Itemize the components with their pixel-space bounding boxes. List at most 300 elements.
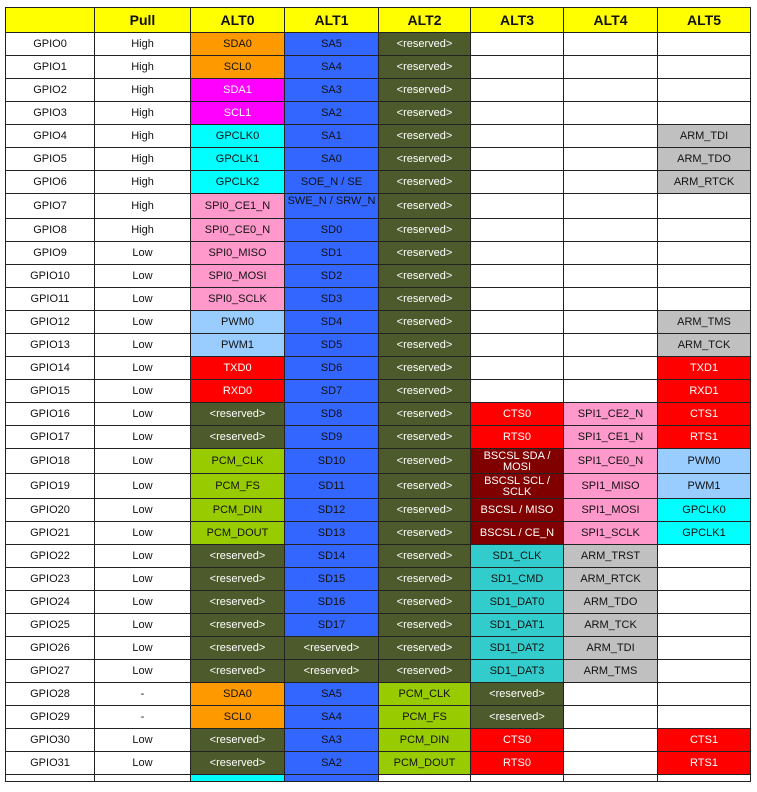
- alt4-cell: ARM_RTCK: [564, 568, 658, 591]
- alt3-cell: [471, 125, 564, 148]
- alt1-cell: <reserved>: [285, 637, 379, 660]
- alt3-cell: [471, 311, 564, 334]
- gpio-name-cell: GPIO14: [6, 357, 95, 380]
- table-row: [6, 614, 751, 637]
- gpio-name-cell: GPIO1: [6, 56, 95, 79]
- alt5-cell: RXD1: [658, 380, 751, 403]
- table-row: [6, 357, 751, 380]
- gpio-name-cell: GPIO20: [6, 499, 95, 522]
- alt5-cell: [658, 288, 751, 311]
- gpio-name-cell: GPIO25: [6, 614, 95, 637]
- partial-table-row: [6, 775, 751, 782]
- alt3-cell: <reserved>: [471, 706, 564, 729]
- alt4-cell: [564, 288, 658, 311]
- pull-cell: Low: [95, 403, 191, 426]
- alt3-cell: SD1_CLK: [471, 545, 564, 568]
- alt5-cell: RTS1: [658, 426, 751, 449]
- table-row: [6, 219, 751, 242]
- alt2-cell: PCM_FS: [379, 706, 471, 729]
- alt0-cell: <reserved>: [191, 637, 285, 660]
- alt5-cell: ARM_TDI: [658, 125, 751, 148]
- alt1-cell: SD16: [285, 591, 379, 614]
- alt4-cell: SPI1_SCLK: [564, 522, 658, 545]
- alt0-cell: SPI0_MOSI: [191, 265, 285, 288]
- alt3-cell: [471, 102, 564, 125]
- table-row: [6, 522, 751, 545]
- gpio-name-cell: GPIO29: [6, 706, 95, 729]
- header-alt1: ALT1: [285, 8, 379, 33]
- alt3-cell: SD1_CMD: [471, 568, 564, 591]
- alt0-cell: GPCLK2: [191, 171, 285, 194]
- alt0-cell: PCM_DOUT: [191, 522, 285, 545]
- alt5-cell: [658, 568, 751, 591]
- alt1-cell: SA2: [285, 102, 379, 125]
- table-row: [6, 568, 751, 591]
- alt0-cell: SCL1: [191, 102, 285, 125]
- header-alt3: ALT3: [471, 8, 564, 33]
- partial-cell: [95, 775, 191, 782]
- alt5-cell: GPCLK0: [658, 499, 751, 522]
- pull-cell: Low: [95, 591, 191, 614]
- alt0-cell: PCM_CLK: [191, 449, 285, 474]
- alt2-cell: <reserved>: [379, 288, 471, 311]
- alt1-cell: SA4: [285, 56, 379, 79]
- alt2-cell: <reserved>: [379, 265, 471, 288]
- alt5-cell: CTS1: [658, 403, 751, 426]
- alt5-cell: [658, 33, 751, 56]
- alt0-cell: <reserved>: [191, 660, 285, 683]
- table-row: [6, 729, 751, 752]
- table-row: [6, 79, 751, 102]
- partial-cell: [658, 775, 751, 782]
- alt0-cell: <reserved>: [191, 426, 285, 449]
- pull-cell: Low: [95, 380, 191, 403]
- alt5-cell: [658, 660, 751, 683]
- alt3-cell: CTS0: [471, 729, 564, 752]
- alt3-cell: [471, 219, 564, 242]
- pull-cell: Low: [95, 265, 191, 288]
- alt3-cell: [471, 242, 564, 265]
- alt0-cell: PCM_DIN: [191, 499, 285, 522]
- alt2-cell: <reserved>: [379, 568, 471, 591]
- gpio-name-cell: GPIO15: [6, 380, 95, 403]
- table-row: [6, 194, 751, 219]
- table-row: [6, 148, 751, 171]
- alt3-cell: [471, 56, 564, 79]
- alt2-cell: <reserved>: [379, 591, 471, 614]
- alt0-cell: <reserved>: [191, 614, 285, 637]
- gpio-name-cell: GPIO26: [6, 637, 95, 660]
- alt4-cell: [564, 311, 658, 334]
- alt1-cell: SA3: [285, 729, 379, 752]
- alt3-cell: SD1_DAT1: [471, 614, 564, 637]
- alt3-cell: [471, 33, 564, 56]
- gpio-name-cell: GPIO11: [6, 288, 95, 311]
- alt3-cell: [471, 288, 564, 311]
- pull-cell: Low: [95, 614, 191, 637]
- alt1-cell: SA0: [285, 148, 379, 171]
- gpio-name-cell: GPIO13: [6, 334, 95, 357]
- alt2-cell: <reserved>: [379, 474, 471, 499]
- alt3-cell: [471, 79, 564, 102]
- partial-cell: [564, 775, 658, 782]
- alt5-cell: ARM_TDO: [658, 148, 751, 171]
- alt1-cell: SA5: [285, 683, 379, 706]
- alt4-cell: SPI1_MOSI: [564, 499, 658, 522]
- table-row: [6, 242, 751, 265]
- alt5-cell: [658, 194, 751, 219]
- alt4-cell: [564, 242, 658, 265]
- alt4-cell: [564, 79, 658, 102]
- alt1-cell: SOE_N / SE: [285, 171, 379, 194]
- alt0-cell: PWM0: [191, 311, 285, 334]
- alt0-cell: PCM_FS: [191, 474, 285, 499]
- pull-cell: Low: [95, 474, 191, 499]
- table-row: [6, 449, 751, 474]
- alt4-cell: ARM_TMS: [564, 660, 658, 683]
- alt5-cell: CTS1: [658, 729, 751, 752]
- header-row: [6, 8, 751, 33]
- gpio-name-cell: GPIO0: [6, 33, 95, 56]
- alt1-cell: SD5: [285, 334, 379, 357]
- pull-cell: Low: [95, 752, 191, 775]
- pull-cell: Low: [95, 288, 191, 311]
- gpio-name-cell: GPIO16: [6, 403, 95, 426]
- table-row: [6, 380, 751, 403]
- header-pull: Pull: [95, 8, 191, 33]
- table-row: [6, 102, 751, 125]
- alt0-cell: PWM1: [191, 334, 285, 357]
- alt2-cell: <reserved>: [379, 33, 471, 56]
- alt5-cell: [658, 219, 751, 242]
- alt0-cell: SPI0_MISO: [191, 242, 285, 265]
- table-row: [6, 637, 751, 660]
- gpio-name-cell: GPIO31: [6, 752, 95, 775]
- table-row: [6, 311, 751, 334]
- alt4-cell: [564, 334, 658, 357]
- alt3-cell: [471, 265, 564, 288]
- alt5-cell: [658, 56, 751, 79]
- gpio-name-cell: GPIO21: [6, 522, 95, 545]
- alt0-cell: SDA1: [191, 79, 285, 102]
- alt3-cell: RTS0: [471, 426, 564, 449]
- pull-cell: -: [95, 706, 191, 729]
- alt2-cell: <reserved>: [379, 499, 471, 522]
- alt1-cell: SD12: [285, 499, 379, 522]
- pull-cell: High: [95, 125, 191, 148]
- alt5-cell: [658, 614, 751, 637]
- header-alt4: ALT4: [564, 8, 658, 33]
- header-alt2: ALT2: [379, 8, 471, 33]
- alt2-cell: <reserved>: [379, 660, 471, 683]
- gpio-name-cell: GPIO18: [6, 449, 95, 474]
- alt4-cell: [564, 683, 658, 706]
- alt4-cell: [564, 357, 658, 380]
- alt1-cell: SD6: [285, 357, 379, 380]
- header-alt0: ALT0: [191, 8, 285, 33]
- alt4-cell: [564, 102, 658, 125]
- table-row: [6, 706, 751, 729]
- pull-cell: Low: [95, 242, 191, 265]
- pull-cell: High: [95, 219, 191, 242]
- gpio-name-cell: GPIO28: [6, 683, 95, 706]
- alt4-cell: [564, 125, 658, 148]
- gpio-name-cell: GPIO22: [6, 545, 95, 568]
- alt1-cell: SD4: [285, 311, 379, 334]
- alt1-cell: SA3: [285, 79, 379, 102]
- alt2-cell: <reserved>: [379, 171, 471, 194]
- alt1-cell: SWE_N / SRW_N: [285, 194, 379, 219]
- alt0-cell: <reserved>: [191, 752, 285, 775]
- alt1-cell: SD3: [285, 288, 379, 311]
- pull-cell: Low: [95, 568, 191, 591]
- table-row: [6, 334, 751, 357]
- partial-cell: [379, 775, 471, 782]
- pull-cell: Low: [95, 660, 191, 683]
- pull-cell: Low: [95, 522, 191, 545]
- alt1-cell: SA1: [285, 125, 379, 148]
- alt4-cell: ARM_TRST: [564, 545, 658, 568]
- alt4-cell: [564, 729, 658, 752]
- partial-cell: [6, 775, 95, 782]
- alt4-cell: [564, 171, 658, 194]
- alt2-cell: <reserved>: [379, 125, 471, 148]
- table-row: [6, 426, 751, 449]
- alt1-cell: SD14: [285, 545, 379, 568]
- alt4-cell: SPI1_MISO: [564, 474, 658, 499]
- table-row: [6, 591, 751, 614]
- table-row: [6, 545, 751, 568]
- alt1-cell: SD17: [285, 614, 379, 637]
- pull-cell: High: [95, 56, 191, 79]
- gpio-name-cell: GPIO27: [6, 660, 95, 683]
- alt3-cell: RTS0: [471, 752, 564, 775]
- alt3-cell: CTS0: [471, 403, 564, 426]
- table-row: [6, 33, 751, 56]
- partial-cell: [471, 775, 564, 782]
- alt1-cell: SD2: [285, 265, 379, 288]
- alt2-cell: PCM_DIN: [379, 729, 471, 752]
- alt5-cell: [658, 637, 751, 660]
- alt4-cell: SPI1_CE0_N: [564, 449, 658, 474]
- alt3-cell: BSCSL / MISO: [471, 499, 564, 522]
- gpio-alt-function-table: [5, 7, 751, 782]
- alt3-cell: SD1_DAT2: [471, 637, 564, 660]
- gpio-name-cell: GPIO10: [6, 265, 95, 288]
- alt5-cell: PWM1: [658, 474, 751, 499]
- alt3-cell: BSCSL SDA / MOSI: [471, 449, 564, 474]
- gpio-name-cell: GPIO2: [6, 79, 95, 102]
- alt2-cell: PCM_DOUT: [379, 752, 471, 775]
- alt5-cell: RTS1: [658, 752, 751, 775]
- gpio-name-cell: GPIO23: [6, 568, 95, 591]
- alt1-cell: SD11: [285, 474, 379, 499]
- alt5-cell: [658, 545, 751, 568]
- alt1-cell: <reserved>: [285, 660, 379, 683]
- alt5-cell: [658, 265, 751, 288]
- alt2-cell: <reserved>: [379, 102, 471, 125]
- pull-cell: Low: [95, 357, 191, 380]
- pull-cell: High: [95, 33, 191, 56]
- alt2-cell: <reserved>: [379, 449, 471, 474]
- gpio-name-cell: GPIO5: [6, 148, 95, 171]
- alt2-cell: <reserved>: [379, 403, 471, 426]
- alt5-cell: ARM_TCK: [658, 334, 751, 357]
- alt0-cell: GPCLK0: [191, 125, 285, 148]
- gpio-name-cell: GPIO19: [6, 474, 95, 499]
- alt0-cell: RXD0: [191, 380, 285, 403]
- alt2-cell: <reserved>: [379, 242, 471, 265]
- alt1-cell: SD7: [285, 380, 379, 403]
- alt4-cell: ARM_TCK: [564, 614, 658, 637]
- gpio-name-cell: GPIO3: [6, 102, 95, 125]
- pull-cell: Low: [95, 729, 191, 752]
- alt0-cell: SPI0_SCLK: [191, 288, 285, 311]
- gpio-name-cell: GPIO8: [6, 219, 95, 242]
- alt1-cell: SD0: [285, 219, 379, 242]
- alt4-cell: SPI1_CE2_N: [564, 403, 658, 426]
- alt3-cell: [471, 148, 564, 171]
- alt4-cell: [564, 219, 658, 242]
- gpio-name-cell: GPIO12: [6, 311, 95, 334]
- table-row: [6, 56, 751, 79]
- alt1-cell: SA5: [285, 33, 379, 56]
- table-row: [6, 265, 751, 288]
- table-row: [6, 125, 751, 148]
- alt4-cell: [564, 33, 658, 56]
- pull-cell: High: [95, 79, 191, 102]
- pull-cell: High: [95, 171, 191, 194]
- alt2-cell: <reserved>: [379, 522, 471, 545]
- alt4-cell: [564, 752, 658, 775]
- alt1-cell: SD9: [285, 426, 379, 449]
- alt2-cell: PCM_CLK: [379, 683, 471, 706]
- table-body: [6, 33, 751, 782]
- alt5-cell: [658, 706, 751, 729]
- header-corner: [6, 8, 95, 33]
- gpio-name-cell: GPIO4: [6, 125, 95, 148]
- alt2-cell: <reserved>: [379, 334, 471, 357]
- partial-cell: [191, 775, 285, 782]
- alt2-cell: <reserved>: [379, 219, 471, 242]
- pull-cell: Low: [95, 334, 191, 357]
- gpio-name-cell: GPIO30: [6, 729, 95, 752]
- alt0-cell: SPI0_CE1_N: [191, 194, 285, 219]
- header-alt5: ALT5: [658, 8, 751, 33]
- alt2-cell: <reserved>: [379, 380, 471, 403]
- alt2-cell: <reserved>: [379, 148, 471, 171]
- alt5-cell: PWM0: [658, 449, 751, 474]
- alt4-cell: ARM_TDI: [564, 637, 658, 660]
- alt0-cell: TXD0: [191, 357, 285, 380]
- alt1-cell: SA4: [285, 706, 379, 729]
- alt4-cell: SPI1_CE1_N: [564, 426, 658, 449]
- alt2-cell: <reserved>: [379, 79, 471, 102]
- alt3-cell: [471, 171, 564, 194]
- gpio-name-cell: GPIO9: [6, 242, 95, 265]
- gpio-name-cell: GPIO24: [6, 591, 95, 614]
- alt0-cell: SDA0: [191, 683, 285, 706]
- gpio-name-cell: GPIO17: [6, 426, 95, 449]
- alt5-cell: ARM_RTCK: [658, 171, 751, 194]
- alt2-cell: <reserved>: [379, 545, 471, 568]
- table-row: [6, 171, 751, 194]
- alt0-cell: <reserved>: [191, 591, 285, 614]
- alt2-cell: <reserved>: [379, 56, 471, 79]
- alt3-cell: [471, 334, 564, 357]
- table-row: [6, 660, 751, 683]
- alt0-cell: <reserved>: [191, 568, 285, 591]
- alt4-cell: ARM_TDO: [564, 591, 658, 614]
- alt0-cell: SDA0: [191, 33, 285, 56]
- alt1-cell: SA2: [285, 752, 379, 775]
- alt0-cell: <reserved>: [191, 545, 285, 568]
- table-row: [6, 752, 751, 775]
- table-row: [6, 474, 751, 499]
- alt3-cell: [471, 357, 564, 380]
- alt3-cell: <reserved>: [471, 683, 564, 706]
- alt1-cell: SD1: [285, 242, 379, 265]
- gpio-name-cell: GPIO7: [6, 194, 95, 219]
- alt4-cell: [564, 194, 658, 219]
- table-row: [6, 403, 751, 426]
- alt0-cell: SCL0: [191, 56, 285, 79]
- alt1-cell: SD8: [285, 403, 379, 426]
- pull-cell: Low: [95, 449, 191, 474]
- alt4-cell: [564, 380, 658, 403]
- alt3-cell: BSCSL SCL / SCLK: [471, 474, 564, 499]
- table-row: [6, 288, 751, 311]
- alt3-cell: SD1_DAT3: [471, 660, 564, 683]
- alt0-cell: SPI0_CE0_N: [191, 219, 285, 242]
- alt0-cell: <reserved>: [191, 729, 285, 752]
- alt4-cell: [564, 56, 658, 79]
- alt2-cell: <reserved>: [379, 426, 471, 449]
- table-row: [6, 499, 751, 522]
- alt3-cell: [471, 194, 564, 219]
- alt4-cell: [564, 706, 658, 729]
- alt3-cell: [471, 380, 564, 403]
- alt1-cell: SD15: [285, 568, 379, 591]
- pull-cell: High: [95, 148, 191, 171]
- alt3-cell: SD1_DAT0: [471, 591, 564, 614]
- pull-cell: High: [95, 102, 191, 125]
- alt5-cell: [658, 79, 751, 102]
- pull-cell: -: [95, 683, 191, 706]
- pull-cell: Low: [95, 499, 191, 522]
- pull-cell: High: [95, 194, 191, 219]
- alt5-cell: [658, 102, 751, 125]
- alt2-cell: <reserved>: [379, 357, 471, 380]
- alt5-cell: [658, 591, 751, 614]
- gpio-name-cell: GPIO6: [6, 171, 95, 194]
- alt5-cell: [658, 242, 751, 265]
- alt0-cell: GPCLK1: [191, 148, 285, 171]
- alt2-cell: <reserved>: [379, 637, 471, 660]
- pull-cell: Low: [95, 426, 191, 449]
- pull-cell: Low: [95, 311, 191, 334]
- alt4-cell: [564, 148, 658, 171]
- alt2-cell: <reserved>: [379, 311, 471, 334]
- alt5-cell: TXD1: [658, 357, 751, 380]
- alt0-cell: SCL0: [191, 706, 285, 729]
- alt4-cell: [564, 265, 658, 288]
- table-row: [6, 683, 751, 706]
- partial-cell: [285, 775, 379, 782]
- alt5-cell: ARM_TMS: [658, 311, 751, 334]
- alt5-cell: GPCLK1: [658, 522, 751, 545]
- pull-cell: Low: [95, 637, 191, 660]
